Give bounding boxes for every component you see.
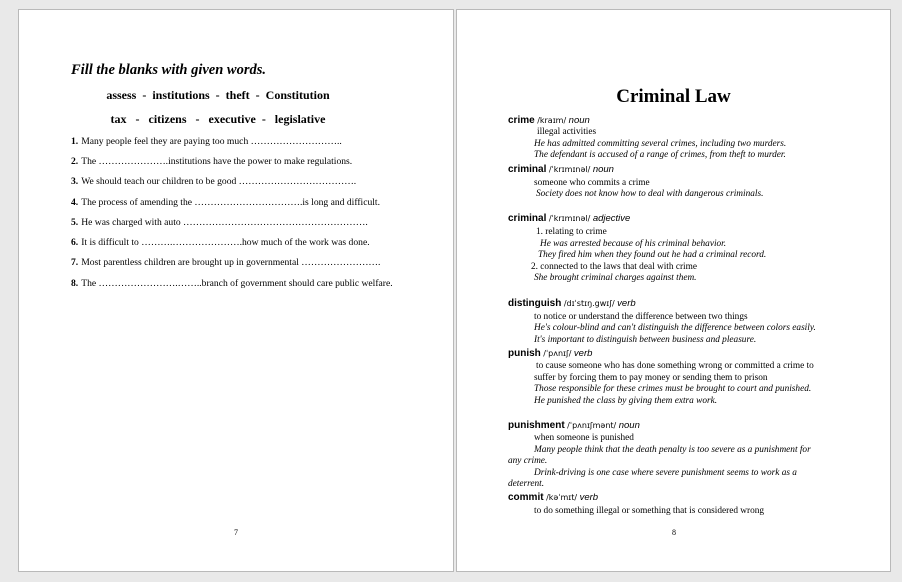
example-sentence: any crime. <box>508 456 548 466</box>
exercise-title: Fill the blanks with given words. <box>71 62 266 78</box>
exercise-sentence <box>71 176 356 187</box>
dictionary-entry-heading <box>508 115 590 126</box>
sentence-number: 7. <box>71 257 79 268</box>
pronunciation: /ˈpʌnɪʃmənt/ <box>567 421 617 430</box>
sentence-text: We should teach our children to be good ………………………………. <box>81 176 357 187</box>
pronunciation: /ˈkrɪmɪnəl/ <box>548 214 591 223</box>
dictionary-entry-heading <box>508 492 598 503</box>
dictionary-entry-heading <box>508 213 630 224</box>
word-bank-row-1: assess - institutions - theft - Constitution <box>106 88 330 102</box>
sentence-text: He was charged with auto …………………………………………………. <box>81 217 368 228</box>
dictionary-entry-heading <box>508 298 636 309</box>
definition: when someone is punished <box>534 433 634 443</box>
pronunciation: /kəˈmɪt/ <box>546 493 578 502</box>
sentence-number: 3. <box>71 176 79 187</box>
exercise-sentence <box>71 197 380 208</box>
left-page <box>18 9 454 572</box>
part-of-speech: noun <box>568 115 590 126</box>
definition: to do something illegal or something that is considered wrong <box>534 506 765 516</box>
page-number: 7 <box>234 528 238 537</box>
sentence-number: 5. <box>71 217 79 228</box>
sentence-number: 8. <box>71 278 79 289</box>
exercise-sentence <box>71 217 368 228</box>
example-sentence: He's colour-blind and can't distinguish the difference between colors easily. <box>534 323 816 333</box>
sentence-text: The ………………….institutions have the power to make regulations. <box>81 156 353 167</box>
definition: to cause someone who has done something wrong or committed a crime to <box>536 361 814 371</box>
part-of-speech: verb <box>579 492 599 503</box>
example-sentence: Many people think that the death penalty is too severe as a punishment for <box>534 445 811 455</box>
sentence-text: It is difficult to ……….………………….how much of the work was done. <box>81 237 370 248</box>
sentence-number: 6. <box>71 237 79 248</box>
example-sentence: Those responsible for these crimes must be brought to court and punished. <box>534 384 812 394</box>
pronunciation: /ˈkrɪmɪnəl/ <box>548 165 591 174</box>
headword: crime <box>508 115 535 126</box>
example-sentence: deterrent. <box>508 479 545 489</box>
definition: to notice or understand the difference between two things <box>534 312 748 322</box>
part-of-speech: verb <box>617 298 636 309</box>
exercise-sentence <box>71 136 342 147</box>
part-of-speech: noun <box>592 164 614 175</box>
exercise-sentence <box>71 237 370 248</box>
exercise-sentence <box>71 278 393 289</box>
headword: punishment <box>508 420 565 431</box>
dictionary-entry-heading <box>508 164 614 175</box>
exercise-sentence <box>71 156 352 167</box>
pronunciation: /ˈpʌnɪʃ/ <box>543 349 572 358</box>
page-title: Criminal Law <box>616 86 731 107</box>
right-page <box>456 9 891 572</box>
part-of-speech: verb <box>573 348 593 359</box>
sentence-text: The …………………….……..branch of government should care public welfare. <box>81 278 393 289</box>
example-sentence: He has admitted committing several crimes, including two murders. <box>534 139 787 149</box>
sentence-number: 2. <box>71 156 79 167</box>
definition: illegal activities <box>537 127 597 137</box>
example-sentence: She brought criminal charges against them. <box>534 273 697 283</box>
sentence-number: 1. <box>71 136 79 147</box>
example-sentence: It's important to distinguish between business and pleasure. <box>534 335 757 345</box>
part-of-speech: noun <box>618 420 640 431</box>
example-sentence: Drink-driving is one case where severe punishment seems to work as a <box>534 468 797 478</box>
pronunciation: /dɪˈstɪŋ.gwɪʃ/ <box>563 299 615 308</box>
headword: distinguish <box>508 298 562 309</box>
example-sentence: Society does not know how to deal with dangerous criminals. <box>536 189 764 199</box>
dictionary-entry-heading <box>508 348 592 359</box>
definition: 1. relating to crime <box>536 227 607 237</box>
headword: punish <box>508 348 541 359</box>
sentence-text: Many people feel they are paying too much ……………………….. <box>81 136 342 147</box>
headword: commit <box>508 492 544 503</box>
example-sentence: The defendant is accused of a range of crimes, from theft to murder. <box>534 150 786 160</box>
definition: 2. connected to the laws that deal with crime <box>531 262 697 272</box>
sentence-text: Most parentless children are brought up in governmental ……………………. <box>81 257 381 268</box>
headword: criminal <box>508 213 547 224</box>
dictionary-entry-heading <box>508 420 640 431</box>
part-of-speech: adjective <box>592 213 631 224</box>
sentence-text: The process of amending the …………………………….is long and difficult. <box>81 197 380 208</box>
page-number: 8 <box>672 528 676 537</box>
example-sentence: He punished the class by giving them extra work. <box>534 396 718 406</box>
word-bank-row-2: tax - citizens - executive - legislative <box>110 112 326 126</box>
exercise-sentence <box>71 257 380 268</box>
headword: criminal <box>508 164 547 175</box>
sentence-number: 4. <box>71 197 79 208</box>
definition: someone who commits a crime <box>534 178 650 188</box>
definition: suffer by forcing them to pay money or sending them to prison <box>534 373 768 383</box>
pronunciation: /kraɪm/ <box>537 116 567 125</box>
example-sentence: They fired him when they found out he had a criminal record. <box>538 250 767 260</box>
example-sentence: He was arrested because of his criminal behavior. <box>540 239 727 249</box>
